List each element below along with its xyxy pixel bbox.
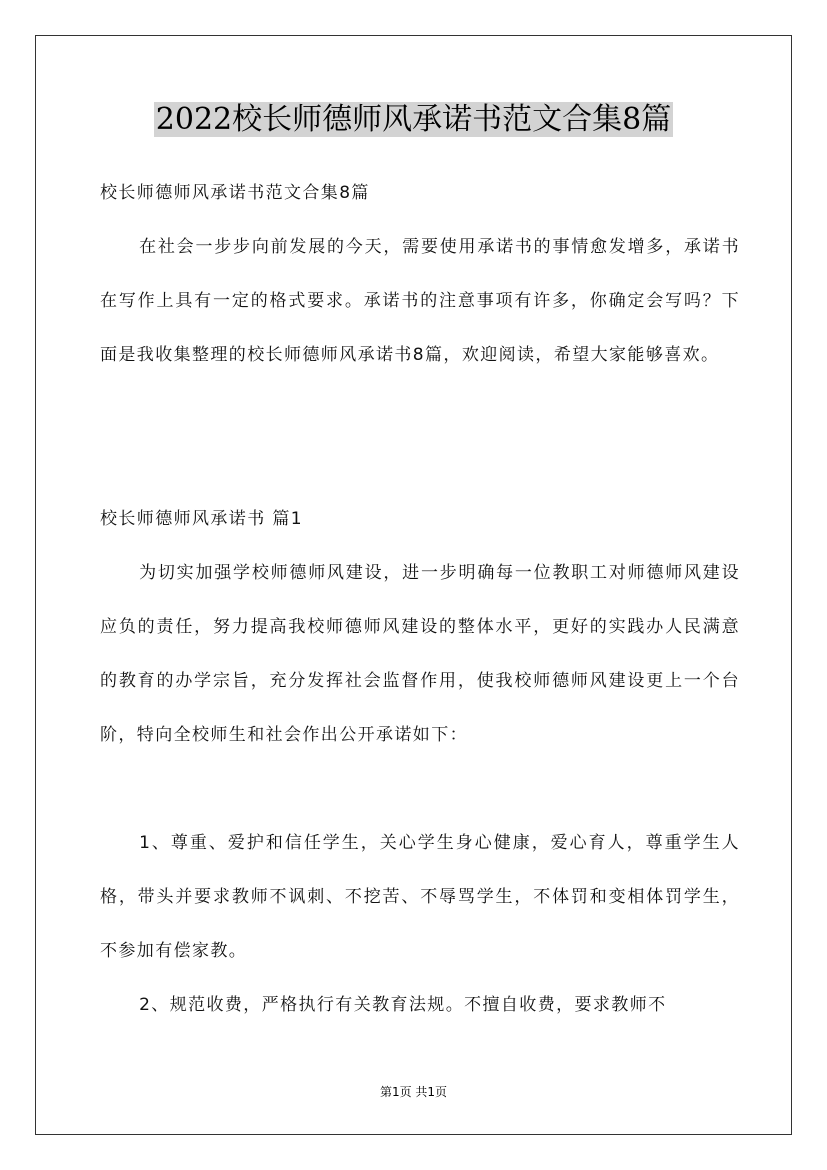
commitment-item-1: 1、尊重、爱护和信任学生，关心学生身心健康，爱心育人，尊重学生人格，带头并要求教师不讽刺、不挖苦、不辱骂学生，不体罚和变相体罚学生，不参加有偿家教。 xyxy=(100,833,740,961)
section-intro-paragraph: 为切实加强学校师德师风建设，进一步明确每一位教职工对师德师风建设应负的责任，努力提高我校师德师风建设的整体水平，更好的实践办人民满意的教育的办学宗旨，充分发挥社会监督作用，使我校师德师风建设更上一个台阶，特向全校师生和社会作出公开承诺如下： xyxy=(100,563,740,745)
commitment-item-2: 2、规范收费，严格执行有关教育法规。不擅自收费，要求教师不 xyxy=(139,995,667,1015)
document-title-text: 2022校长师德师风承诺书范文合集8篇 xyxy=(155,102,672,137)
document-subtitle: 校长师德师风承诺书范文合集8篇 xyxy=(100,183,370,203)
section-heading: 校长师德师风承诺书 篇1 xyxy=(100,509,304,529)
page-footer: 第1页 共1页 xyxy=(379,1085,448,1099)
document-title xyxy=(0,98,827,142)
intro-paragraph: 在社会一步步向前发展的今天，需要使用承诺书的事情愈发增多，承诺书在写作上具有一定的格式要求。承诺书的注意事项有许多，你确定会写吗？下面是我收集整理的校长师德师风承诺书8篇，欢迎阅读，希望大家能够喜欢。 xyxy=(100,237,740,365)
